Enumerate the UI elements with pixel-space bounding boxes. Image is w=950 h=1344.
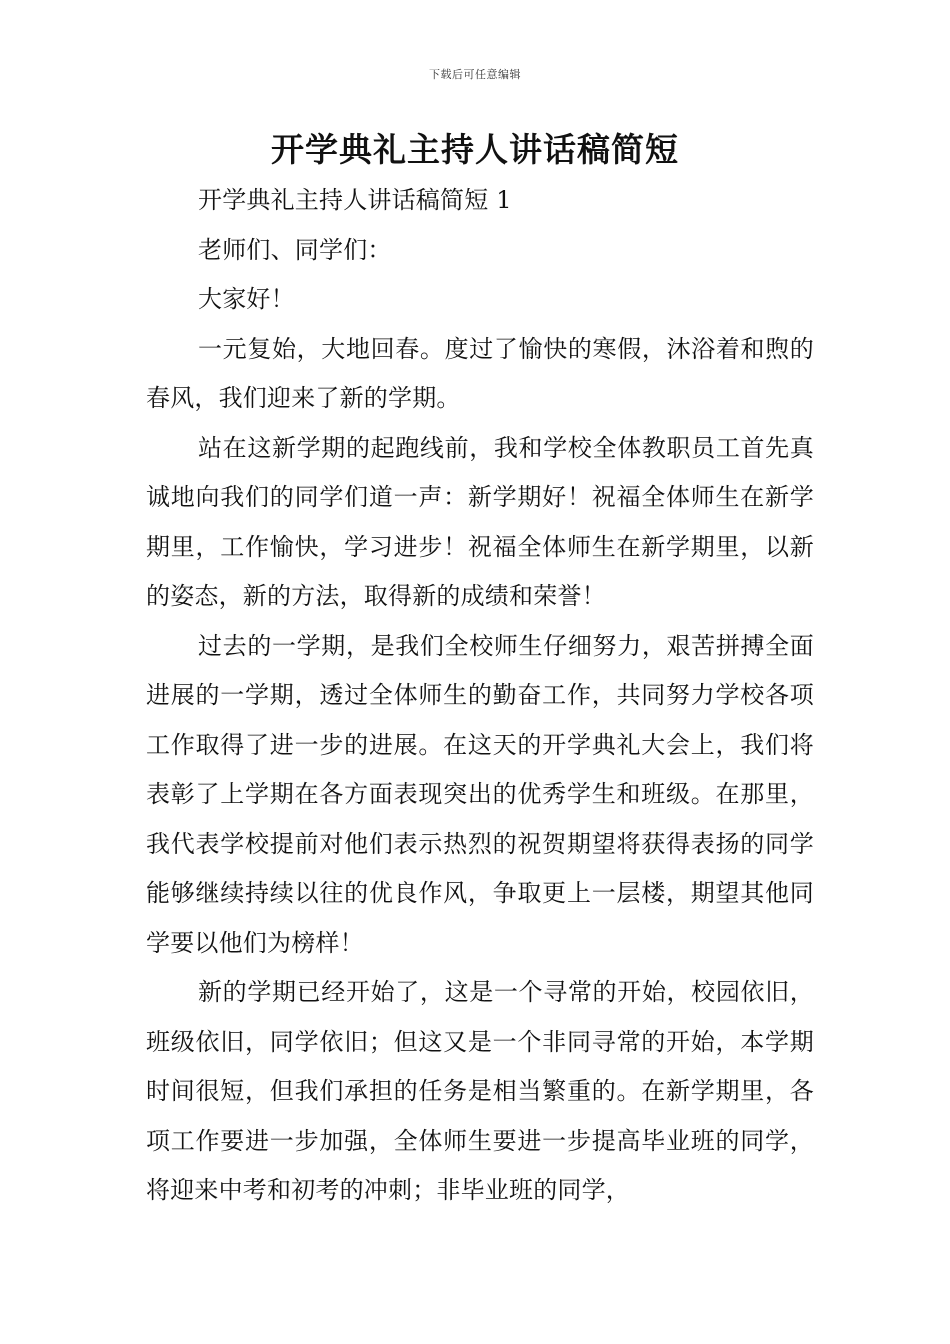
body-paragraph: 新的学期已经开始了，这是一个寻常的开始，校园依旧，班级依旧，同学依旧；但这又是一个非同寻常的开始，本学期时间很短，但我们承担的任务是相当繁重的。在新学期里，各项工作要进一步加强，全体师生要进一步提高毕业班的同学，将迎来中考和初考的冲刺；非毕业班的同学， bbox=[146, 978, 814, 1204]
greeting-paragraph: 大家好！ bbox=[198, 285, 295, 313]
body-paragraph: 站在这新学期的起跑线前，我和学校全体教职员工首先真诚地向我们的同学们道一声：新学期好！祝福全体师生在新学期里，工作愉快，学习进步！祝福全体师生在新学期里，以新的姿态，新的方法，取得新的成绩和荣誉！ bbox=[146, 433, 814, 610]
body-paragraph: 一元复始，大地回春。度过了愉快的寒假，沐浴着和煦的春风，我们迎来了新的学期。 bbox=[146, 334, 814, 412]
body-paragraph: 过去的一学期，是我们全校师生仔细努力，艰苦拼搏全面进展的一学期，透过全体师生的勤奋工作，共同努力学校各项工作取得了进一步的进展。在这天的开学典礼大会上，我们将表彰了上学期在各方面表现突出的优秀学生和班级。在那里，我代表学校提前对他们表示热烈的祝贺期望将获得表扬的同学能够继续持续以往的优良作风，争取更上一层楼，期望其他同学要以他们为榜样！ bbox=[146, 631, 814, 957]
header-note: 下载后可任意编辑 bbox=[429, 68, 521, 81]
document-title: 开学典礼主持人讲话稿简短 bbox=[271, 130, 679, 169]
salutation-paragraph: 老师们、同学们： bbox=[198, 235, 392, 264]
subtitle-paragraph: 开学典礼主持人讲话稿简短 1 bbox=[198, 186, 512, 214]
document-body bbox=[146, 176, 814, 1216]
